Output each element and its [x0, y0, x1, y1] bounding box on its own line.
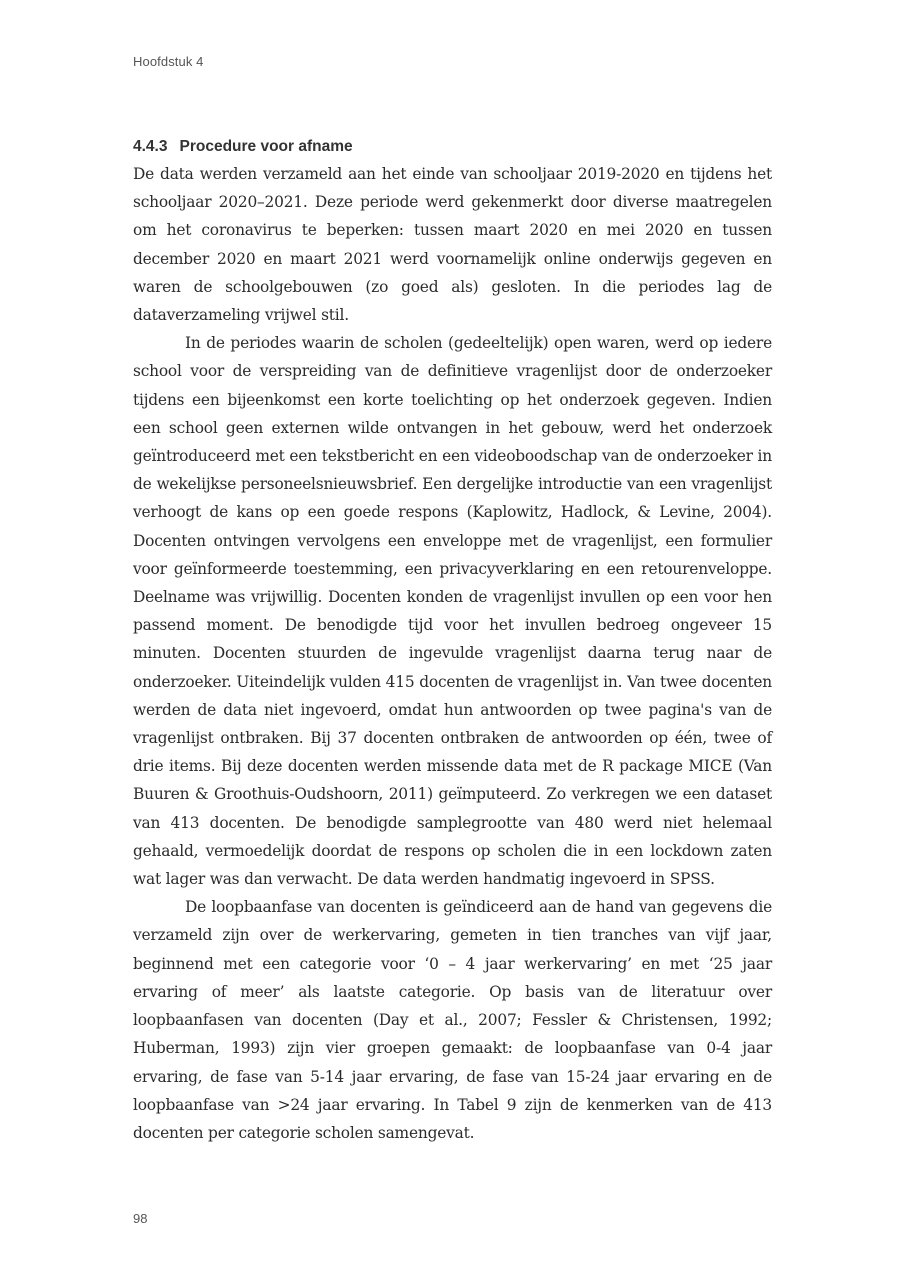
page-body [133, 134, 772, 1147]
paragraph-3: De loopbaanfase van docenten is geïndiceerd aan de hand van gegevens die verzameld zijn over de werkervaring, gemeten in tien tranches van vijf jaar, beginnend met een categorie voor ‘0 – 4 jaar werkervaring’ en met ‘25 jaar ervaring of meer’ als laatste categorie. Op basis van de literatuur over loopbaanfasen van docenten (Day et al., 2007; Fessler & Christensen, 1992; Huberman, 1993) zijn vier groepen gemaakt: de loopbaanfase van 0-4 jaar ervaring, de fase van 5-14 jaar ervaring, de fase van 15-24 jaar ervaring en de loopbaanfase van >24 jaar ervaring. In Tabel 9 zijn de kenmerken van de 413 docenten per categorie scholen samengevat. [133, 898, 772, 1142]
running-header: Hoofdstuk 4 [133, 54, 204, 69]
section-heading [133, 134, 772, 160]
paragraph-1: De data werden verzameld aan het einde van schooljaar 2019-2020 en tijdens het schooljaar 2020–2021. Deze periode werd gekenmerkt door diverse maatregelen om het coronavirus te beperken: tussen maart 2020 en mei 2020 en tussen december 2020 en maart 2021 werd voornamelijk online onderwijs gegeven en waren de schoolgebouwen (zo goed als) gesloten. In die periodes lag de dataverzameling vrijwel stil. [133, 165, 772, 325]
section-number: 4.4.3 [133, 138, 168, 155]
paragraph-2: In de periodes waarin de scholen (gedeeltelijk) open waren, werd op iedere school voor de verspreiding van de definitieve vragenlijst door de onderzoeker tijdens een bijeenkomst een korte toelichting op het onderzoek gegeven. Indien een school geen externen wilde ontvangen in het gebouw, werd het onderzoek geïntroduceerd met een tekstbericht en een videoboodschap van de onderzoeker in de wekelijkse personeelsnieuwsbrief. Een dergelijke introductie van een vragenlijst verhoogt de kans op een goede respons (Kaplowitz, Hadlock, & Levine, 2004). Docenten ontvingen vervolgens een enveloppe met de vragenlijst, een formulier voor geïnformeerde toestemming, een privacyverklaring en een retourenveloppe. Deelname was vrijwillig. Docenten konden de vragenlijst invullen op een voor hen passend moment. De benodigde tijd voor het invullen bedroeg ongeveer 15 minuten. Docenten stuurden de ingevulde vragenlijst daarna terug naar de onderzoeker. Uiteindelijk vulden 415 docenten de vragenlijst in. Van twee docenten werden de data niet ingevoerd, omdat hun antwoorden op twee pagina's van de vragenlijst ontbraken. Bij 37 docenten ontbraken de antwoorden op één, twee of drie items. Bij deze docenten werden missende data met de R package MICE (Van Buuren & Groothuis-Oudshoorn, 2011) geïmputeerd. Zo verkregen we een dataset van 413 docenten. De benodigde samplegrootte van 480 werd niet helemaal gehaald, vermoedelijk doordat de respons op scholen die in een lockdown zaten wat lager was dan verwacht. De data werden handmatig ingevoerd in SPSS. [133, 334, 772, 889]
section-title: Procedure voor afname [179, 138, 353, 155]
page-number: 98 [133, 1211, 148, 1226]
